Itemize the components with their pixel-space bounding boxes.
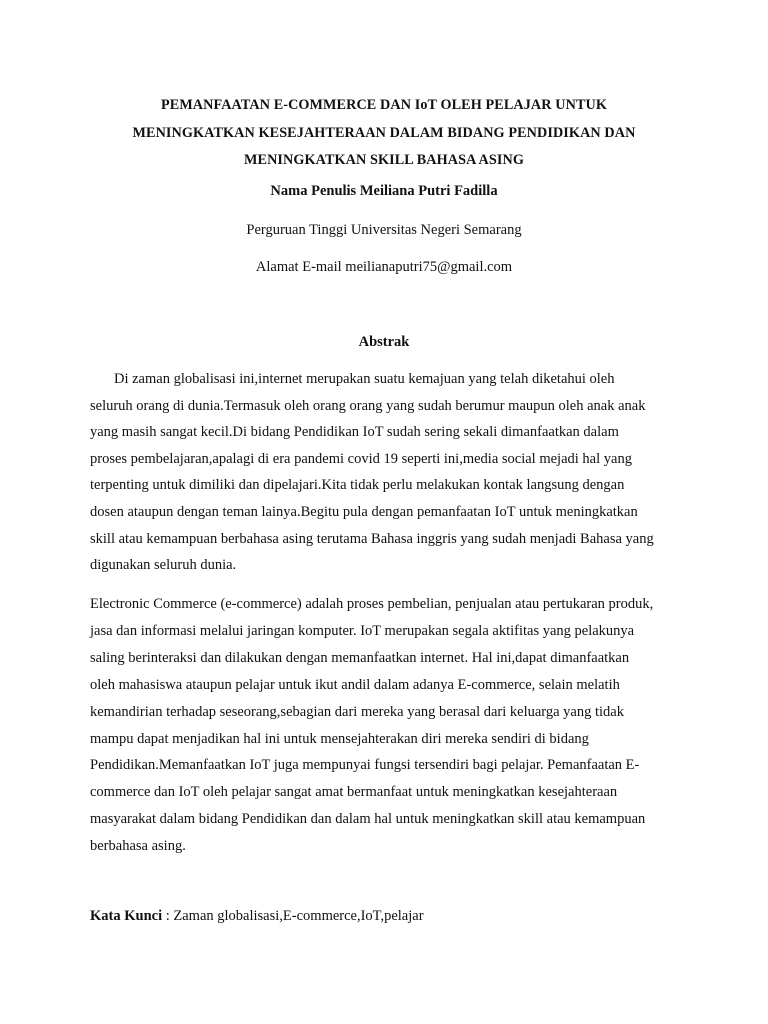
paragraph-line: digunakan seluruh dunia. xyxy=(90,557,237,574)
keywords xyxy=(90,905,424,927)
paragraph-line: masyarakat dalam bidang Pendidikan dan dalam hal untuk meningkatkan skill atau kemampuan xyxy=(90,811,646,828)
paragraph-line: skill atau kemampuan berbahasa asing terutama Bahasa inggris yang sudah menjadi Bahasa yang xyxy=(90,530,654,547)
paragraph-line: yang masih sangat kecil.Di bidang Pendidikan IoT sudah sering sekali dimanfaatkan dalam xyxy=(90,424,619,441)
title-line: MENINGKATKAN KESEJAHTERAAN DALAM BIDANG PENDIDIKAN DAN xyxy=(132,124,636,141)
paragraph-line: terpenting untuk dimiliki dan dipelajari.Kita tidak perlu melakukan kontak langsung dengan xyxy=(90,477,625,494)
title-line: MENINGKATKAN SKILL BAHASA ASING xyxy=(244,152,524,168)
paper-title xyxy=(90,92,678,175)
abstract-paragraph-1 xyxy=(90,366,690,579)
author-name: Nama Penulis Meiliana Putri Fadilla xyxy=(270,183,498,199)
paragraph-line: commerce dan IoT oleh pelajar sangat amat bermanfaat untuk meningkatkan kesejahteraan xyxy=(90,784,618,801)
paragraph-line: proses pembelajaran,apalagi di era pandemi covid 19 seperti ini,media social mejadi hal yang xyxy=(90,450,632,467)
paragraph-line: jasa dan informasi melalui jaringan komputer. IoT merupakan segala aktifitas yang pelakunya xyxy=(90,622,635,639)
abstract-heading: Abstrak xyxy=(358,334,410,350)
author-email: Alamat E-mail meilianaputri75@gmail.com xyxy=(255,259,513,275)
keywords-text: : Zaman globalisasi,E-commerce,IoT,pelajar xyxy=(162,908,424,924)
paragraph-line: dosen ataupun dengan teman lainya.Begitu pula dengan pemanfaatan IoT untuk meningkatkan xyxy=(90,503,638,520)
paragraph-line: saling berinteraksi dan dilakukan dengan memanfaatkan internet. Hal ini,dapat dimanfaatkan xyxy=(90,649,630,666)
paragraph-line: Pendidikan.Memanfaatkan IoT juga mempunyai fungsi tersendiri bagi pelajar. Pemanfaatan E- xyxy=(90,757,640,774)
title-line: PEMANFAATAN E-COMMERCE DAN IoT OLEH PELAJAR UNTUK xyxy=(160,97,608,113)
paragraph-line: Di zaman globalisasi ini,internet merupakan suatu kemajuan yang telah diketahui oleh xyxy=(114,371,615,387)
paragraph-line: kemandirian terhadap seseorang,sebagian dari mereka yang berasal dari keluarga yang tidak xyxy=(90,703,624,720)
paragraph-line: seluruh orang di dunia.Termasuk oleh orang orang yang sudah berumur maupun oleh anak anak xyxy=(90,397,646,414)
paragraph-line: berbahasa asing. xyxy=(90,838,186,855)
paragraph-line: oleh mahasiswa ataupun pelajar untuk ikut andil dalam adanya E-commerce, selain melatih xyxy=(90,676,620,693)
keywords-label: Kata Kunci xyxy=(90,908,163,924)
abstract-paragraph-2 xyxy=(90,591,690,860)
paragraph-line: mampu dapat menjadikan hal ini untuk mensejahterakan diri mereka sendiri di bidang xyxy=(90,730,589,747)
paragraph-line: Electronic Commerce (e-commerce) adalah proses pembelian, penjualan atau pertukaran produk, xyxy=(90,596,654,612)
author-affiliation: Perguruan Tinggi Universitas Negeri Semarang xyxy=(246,222,522,238)
